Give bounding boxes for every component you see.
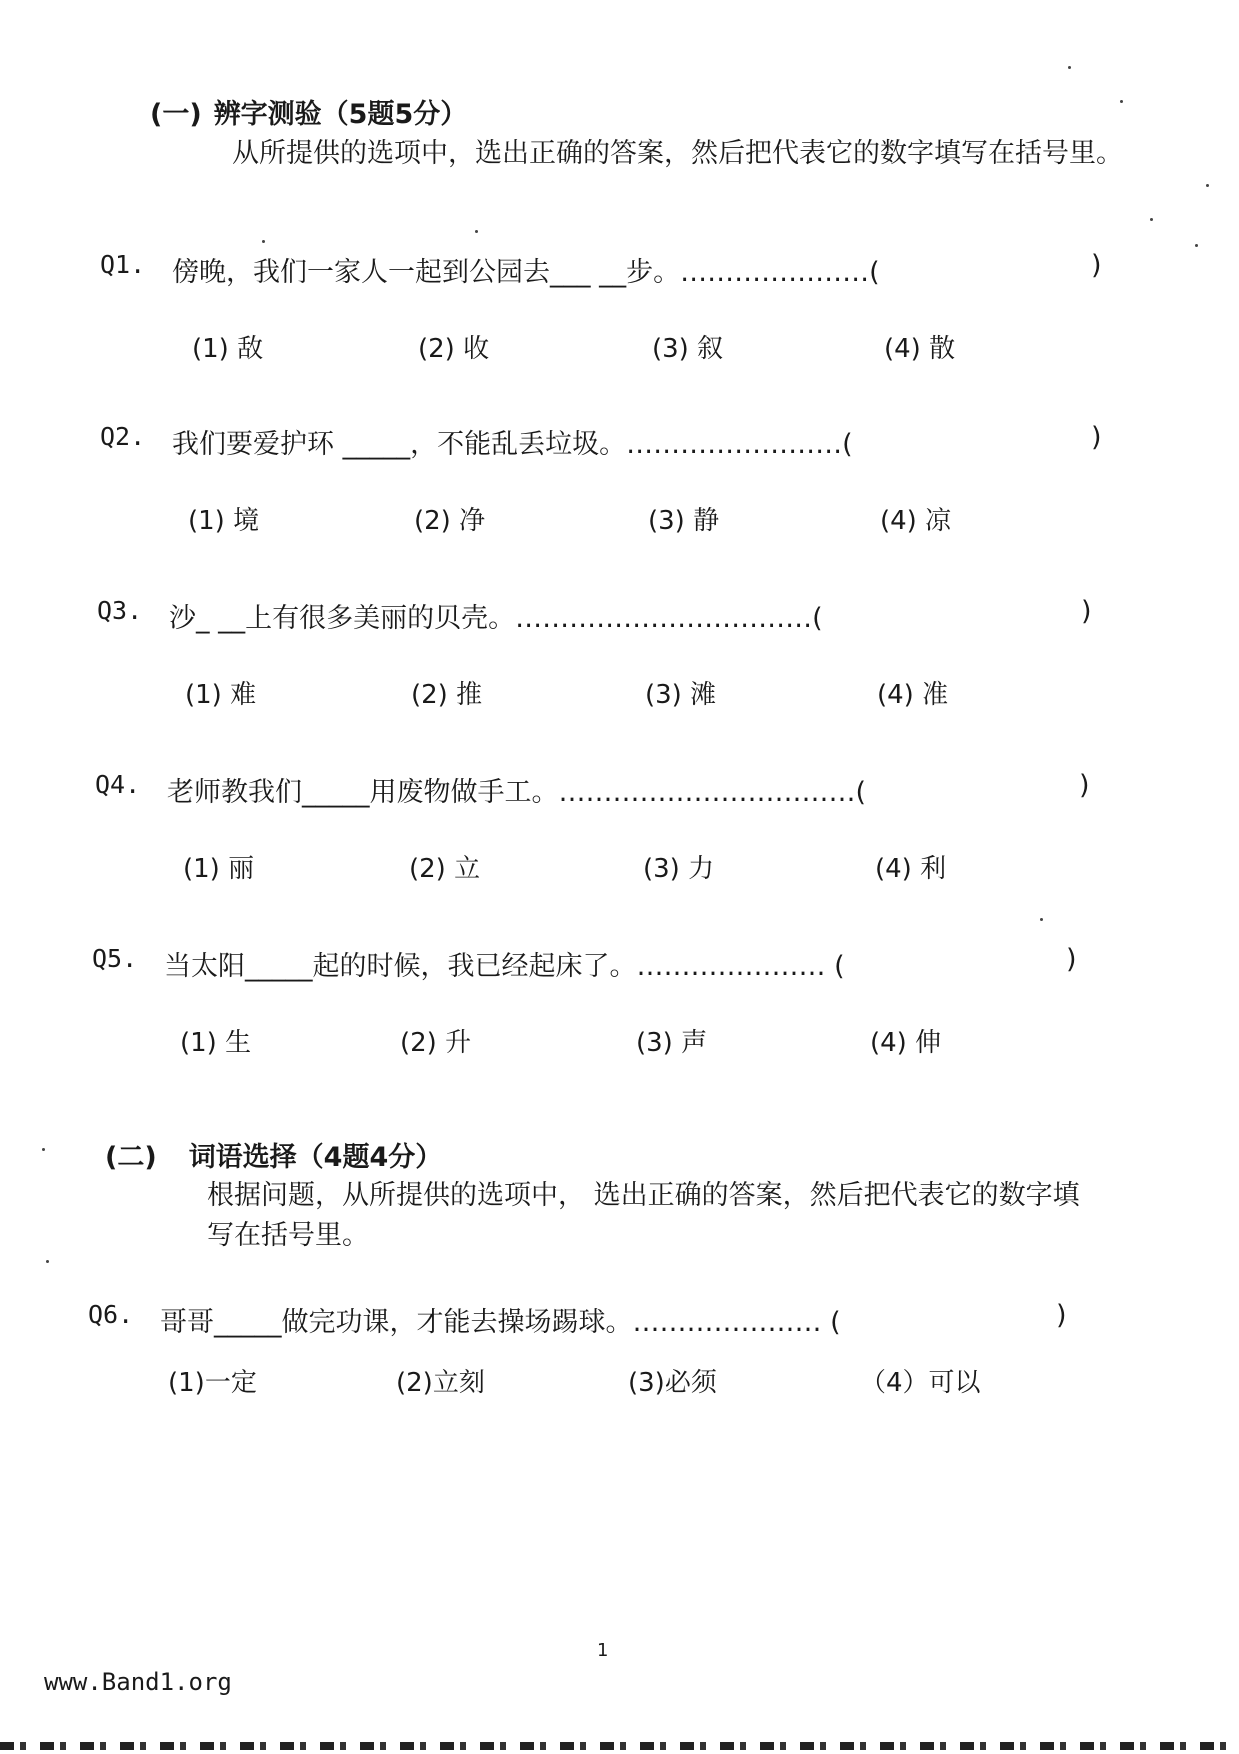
scan-speck — [46, 1260, 49, 1263]
option-4: （4）可以 — [860, 1368, 981, 1398]
option-2: (2) 立 — [409, 854, 481, 884]
question-text: 傍晚，我们一家人一起到公园去___ __步。…………………( — [172, 257, 880, 288]
option-3: (3) 叙 — [652, 334, 724, 364]
section-1-title: 辨字测验（5题5分） — [213, 99, 468, 130]
section-2-title: 词语选择（4题4分） — [188, 1142, 443, 1173]
question-text: 哥哥_____做完功课，才能去操场踢球。………………… ( — [160, 1307, 841, 1338]
scan-edge-bar — [0, 1742, 1239, 1750]
option-4: (4) 利 — [875, 854, 947, 884]
option-row — [183, 848, 947, 888]
option-row — [168, 1362, 981, 1402]
question-1 — [100, 250, 1140, 380]
section-2-label: (二) — [105, 1142, 157, 1173]
section-1-heading — [150, 92, 467, 131]
option-1: (1) 敌 — [192, 334, 264, 364]
scan-speck — [1068, 66, 1071, 69]
option-3: (3)必须 — [628, 1368, 717, 1398]
answer-bracket-close: ) — [1056, 1300, 1067, 1331]
question-4 — [95, 770, 1135, 900]
option-row — [192, 328, 956, 368]
option-1: (1) 境 — [188, 506, 260, 536]
question-2 — [100, 422, 1140, 552]
option-1: (1) 生 — [180, 1028, 252, 1058]
question-5 — [92, 944, 1132, 1074]
question-6 — [88, 1300, 1128, 1430]
option-2: (2) 升 — [400, 1028, 472, 1058]
footer-website[interactable]: www.Band1.org — [44, 1668, 232, 1696]
option-4: (4) 散 — [884, 334, 956, 364]
question-number: Q4. — [95, 770, 141, 799]
answer-bracket-close: ) — [1081, 596, 1092, 627]
question-text: 沙_ __上有很多美丽的贝壳。……………………………( — [169, 603, 823, 634]
answer-bracket-close: ) — [1091, 422, 1102, 453]
question-text: 老师教我们_____用废物做手工。……………………………( — [167, 777, 867, 808]
option-3: (3) 声 — [636, 1028, 708, 1058]
option-row — [188, 500, 952, 540]
question-number: Q5. — [92, 944, 138, 973]
option-2: (2) 收 — [418, 334, 490, 364]
option-2: (2)立刻 — [396, 1368, 485, 1398]
option-3: (3) 力 — [643, 854, 715, 884]
question-text: 我们要爱护环 _____，不能乱丢垃圾。……………………( — [172, 429, 853, 460]
option-3: (3) 滩 — [645, 680, 717, 710]
section-1-instruction: 从所提供的选项中，选出正确的答案，然后把代表它的数字填写在括号里。 — [232, 138, 1123, 169]
question-number: Q3. — [97, 596, 143, 625]
scan-speck — [1150, 218, 1153, 221]
section-1-label: (一) — [150, 99, 202, 130]
option-row — [185, 674, 949, 714]
scan-speck — [1120, 100, 1123, 103]
question-number: Q1. — [100, 250, 146, 279]
option-3: (3) 静 — [648, 506, 720, 536]
scan-speck — [262, 240, 265, 243]
section-2-heading — [105, 1135, 442, 1174]
question-3 — [97, 596, 1137, 726]
option-2: (2) 推 — [411, 680, 483, 710]
scan-speck — [42, 1148, 45, 1151]
option-2: (2) 净 — [414, 506, 486, 536]
page-number: 1 — [597, 1640, 609, 1661]
scan-speck — [1040, 918, 1043, 921]
option-4: (4) 准 — [877, 680, 949, 710]
question-text: 当太阳_____起的时候，我已经起床了。………………… ( — [164, 951, 845, 982]
answer-bracket-close: ) — [1066, 944, 1077, 975]
option-1: (1)一定 — [168, 1368, 257, 1398]
scan-speck — [475, 230, 478, 233]
option-1: (1) 难 — [185, 680, 257, 710]
question-number: Q2. — [100, 422, 146, 451]
section-2-instruction: 根据问题，从所提供的选项中， 选出正确的答案，然后把代表它的数字填写在括号里。 — [207, 1180, 1080, 1251]
option-1: (1) 丽 — [183, 854, 255, 884]
scan-speck — [1206, 184, 1209, 187]
answer-bracket-close: ) — [1091, 250, 1102, 281]
question-number: Q6. — [88, 1300, 134, 1329]
option-4: (4) 凉 — [880, 506, 952, 536]
answer-bracket-close: ) — [1079, 770, 1090, 801]
option-row — [180, 1022, 940, 1062]
option-4: (4) 伸 — [870, 1028, 942, 1058]
scan-speck — [1195, 244, 1198, 247]
